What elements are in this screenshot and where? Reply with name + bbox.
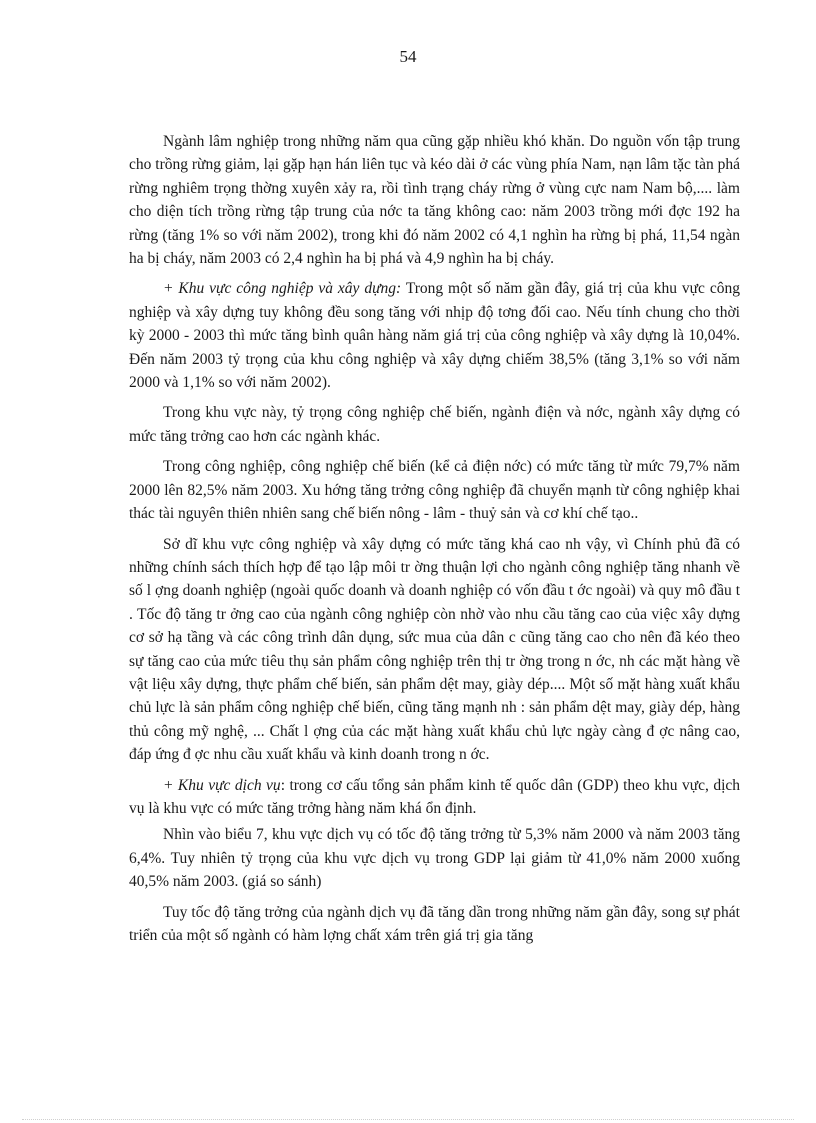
paragraph-forestry: Ngành lâm nghiệp trong những năm qua cũng gặp nhiều khó khăn. Do nguồn vốn tập trung cho trồng rừng giảm, lại gặp hạn hán liên tục và kéo dài ở các vùng phía Nam, nạn lâm tặc tàn phá rừng nghiêm trọng thờng xuyên xảy ra, rồi tình trạng cháy rừng ở vùng cực nam Nam bộ,.... làm cho diện tích trồng rừng tập trung của nớc ta tăng không cao: năm 2003 trồng mới đợc 192 ha rừng (tăng 1% so với năm 2002), trong khi đó năm 2002 có 4,1 nghìn ha rừng bị phá, 11,54 ngàn ha bị cháy, năm 2003 có 2,4 nghìn ha bị phá và 4,9 nghìn ha bị cháy.	[129, 133, 740, 268]
page-number: 54	[399, 47, 417, 66]
page-bottom-divider	[22, 1119, 794, 1120]
paragraph-services	[129, 774, 740, 821]
paragraph-processing-industry: Trong công nghiệp, công nghiệp chế biến (kể cả điện nớc) có mức tăng từ mức 79,7% năm 2000 lên 82,5% năm 2003. Xu hớng tăng trởng công nghiệp đã chuyển mạnh từ công nghiệp khai thác tài nguyên thiên nhiên sang chế biến nông - lâm - thuỷ sản và cơ khí chế tạo..	[129, 458, 740, 523]
section-heading-services: + Khu vực dịch vụ	[163, 776, 281, 794]
section-heading-industry: + Khu vực công nghiệp và xây dựng:	[163, 280, 402, 298]
document-body	[129, 130, 740, 954]
paragraph-services-development: Tuy tốc độ tăng trởng của ngành dịch vụ đã tăng dần trong những năm gần đây, song sự phát triển của một số ngành có hàm lợng chất xám trên giá trị gia tăng	[129, 903, 740, 944]
paragraph-services-growth: Nhìn vào biểu 7, khu vực dịch vụ có tốc độ tăng trởng từ 5,3% năm 2000 và năm 2003 tăng 6,4%. Tuy nhiên tỷ trọng của khu vực dịch vụ trong GDP lại giảm từ 41,0% năm 2000 xuống 40,5% năm 2003. (giá so sánh)	[129, 826, 740, 891]
paragraph-industry-share: Trong khu vực này, tỷ trọng công nghiệp chế biến, ngành điện và nớc, ngành xây dựng có mức tăng trởng cao hơn các ngành khác.	[129, 404, 740, 445]
paragraph-growth-reasons: Sở dĩ khu vực công nghiệp và xây dựng có mức tăng khá cao nh vậy, vì Chính phủ đã có những chính sách thích hợp để tạo lập môi tr ờng thuận lợi cho ngành công nghiệp tăng nhanh về số l ợng doanh nghiệp (ngoài quốc doanh và doanh nghiệp có vốn đầu t ớc ngoài) và quy mô đầu t . Tốc độ tăng tr ởng cao của ngành công nghiệp còn nhờ vào nhu cầu tăng cao của việc xây dựng cơ sở hạ tầng và các công trình dân dụng, sức mua của dân c cũng tăng cao cho nên đã kéo theo sự tăng cao của mức tiêu thụ sản phẩm công nghiệp trên thị tr ờng trong n ớc, nh các mặt hàng về vật liệu xây dựng, thực phẩm chế biến, sản phẩm dệt may, giày dép.... Một số mặt hàng xuất khẩu chủ lực là sản phẩm công nghiệp chế biến, cũng tăng mạnh nh : sản phẩm dệt may, giày dép, hàng thủ công mỹ nghệ, ... Chất l ợng của các mặt hàng xuất khẩu chủ lực ngày càng đ ợc nâng cao, đáp ứng đ ợc nhu cầu xuất khẩu và kinh doanh trong n ớc.	[129, 535, 740, 764]
paragraph-text: Trong một số năm gần đây, giá trị của khu vực công nghiệp và xây dựng tuy không đều song tăng với nhịp độ tơng đối cao. Nếu tính chung cho thời kỳ 2000 - 2003 thì mức tăng bình quân hàng năm giá trị của công nghiệp và xây dựng là 10,04%. Đến năm 2003 tỷ trọng của khu công nghiệp và xây dựng chiếm 38,5% (tăng 3,1% so với năm 2000 và 1,1% so với năm 2002).	[129, 280, 740, 392]
paragraph-industry-construction	[129, 277, 740, 394]
paragraph-text: : trong cơ cấu tổng sản phẩm kinh tế quốc dân (GDP) theo khu vực, dịch vụ là khu vực có mức tăng trởng hàng năm khá ổn định.	[129, 776, 741, 817]
